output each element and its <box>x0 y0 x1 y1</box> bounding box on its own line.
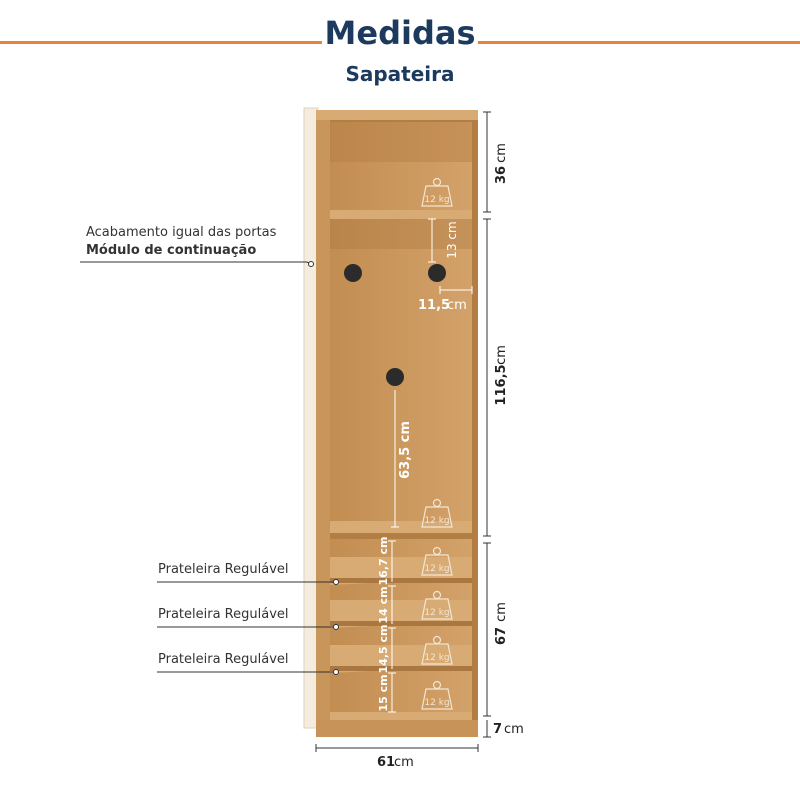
base-height-unit: cm <box>504 722 524 737</box>
left-side-edge <box>316 112 330 720</box>
shelf-callout-label: Prateleira Regulável <box>158 562 289 577</box>
weight-label: 12 kg <box>424 195 450 205</box>
callout-dot <box>334 625 339 630</box>
shelf-gap-label: 14 cm <box>377 586 390 624</box>
weight-label: 12 kg <box>424 698 450 708</box>
shoe-shelf-1-lip <box>330 578 472 583</box>
module-note: Módulo de continuação <box>86 243 257 258</box>
top-height-value: 36 <box>494 165 509 185</box>
width-value: 61 <box>377 755 396 770</box>
shelf-callout-label: Prateleira Regulável <box>158 652 289 667</box>
middle-height-value: 116,5 <box>494 364 509 406</box>
middle-bottom-shelf-edge <box>318 533 478 539</box>
bottom-shelf <box>318 712 478 720</box>
hook-icon <box>428 264 446 282</box>
width-unit: cm <box>394 755 414 770</box>
weight-label: 12 kg <box>424 564 450 574</box>
hook-spacing-value: 11,5 <box>418 298 451 313</box>
lower-height-unit: cm <box>494 602 509 622</box>
door-finish-note: Acabamento igual das portas <box>86 225 277 240</box>
callout-dot <box>334 670 339 675</box>
door-panel <box>304 108 318 728</box>
shelf-gap-label: 15 cm <box>377 674 390 712</box>
shoe-shelf-3-lip <box>330 666 472 671</box>
top-compartment-depth <box>330 122 472 162</box>
top-shelf <box>318 210 478 219</box>
base-height-value: 7 <box>493 722 503 737</box>
hook-icon <box>386 368 404 386</box>
hook-spacing-unit: cm <box>447 298 467 313</box>
shelf-callout-label: Prateleira Regulável <box>158 607 289 622</box>
page-title: Medidas <box>324 14 476 52</box>
shelf-gap-label: 14,5 cm <box>377 624 390 674</box>
weight-label: 12 kg <box>424 653 450 663</box>
top-height-unit: cm <box>494 143 509 163</box>
hook-gap-label: 13 cm <box>445 221 459 259</box>
weight-label: 12 kg <box>424 516 450 526</box>
page-subtitle: Sapateira <box>345 62 455 86</box>
lower-height-value: 67 <box>494 626 509 646</box>
top-board <box>316 110 478 120</box>
hook-icon <box>344 264 362 282</box>
hook-height-label: 63,5 cm <box>398 421 413 479</box>
right-side-edge <box>472 112 478 720</box>
weight-label: 12 kg <box>424 608 450 618</box>
shoe-shelf-2-lip <box>330 621 472 626</box>
callout-dot <box>309 262 314 267</box>
shelf-gap-label: 16,7 cm <box>377 536 390 586</box>
callout-dot <box>334 580 339 585</box>
middle-height-unit: cm <box>494 345 509 365</box>
cabinet-base <box>316 720 478 737</box>
